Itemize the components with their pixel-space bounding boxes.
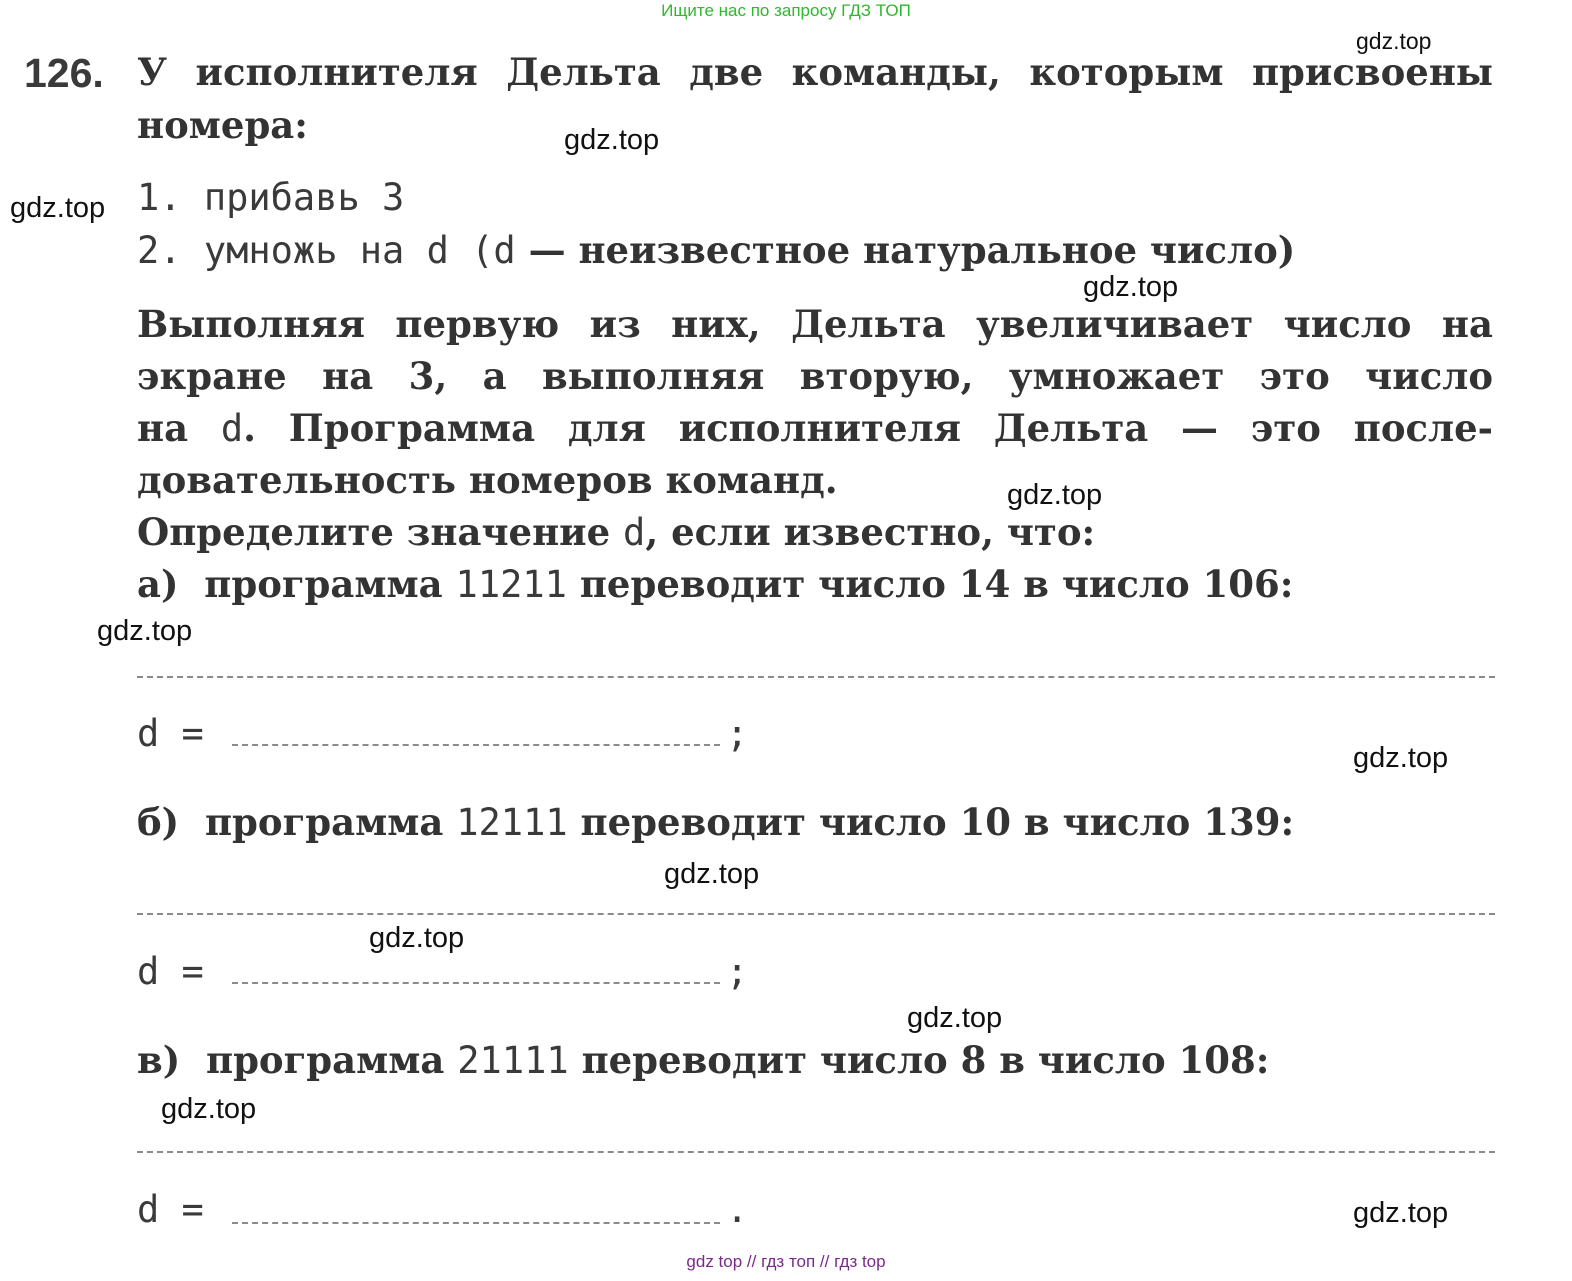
watermark: gdz.top (10, 192, 106, 224)
watermark: gdz.top (664, 858, 760, 890)
watermark: gdz.top (1353, 742, 1449, 774)
part-b-letter: б) (137, 800, 180, 844)
watermark: gdz.top (1083, 271, 1179, 303)
part-c-condition (137, 1038, 1269, 1082)
description-line-1: Выполняя первую из них, Дельта увеличивает число на (137, 302, 1493, 346)
part-a-text: переводит число 14 в число 106: (579, 562, 1294, 606)
watermark: gdz.top (97, 615, 193, 647)
description-line-3-start: на (137, 406, 221, 450)
command-2-description: — неизвестное натуральное число) (515, 228, 1296, 272)
part-c-answer-field[interactable] (232, 1222, 720, 1224)
part-c-letter: в) (137, 1038, 181, 1082)
part-b-text: переводит число 10 в число 139: (580, 800, 1295, 844)
part-c-working-line[interactable] (137, 1151, 1495, 1153)
part-c-answer-end: . (726, 1188, 749, 1231)
part-a-working-line[interactable] (137, 676, 1495, 678)
part-a-answer-end: ; (726, 712, 749, 755)
watermark: gdz.top (564, 124, 660, 156)
part-c-word: программа (205, 1038, 445, 1082)
command-2-prefix: 2. умножь на d (d (137, 229, 516, 272)
part-b-working-line[interactable] (137, 913, 1495, 915)
description-line-4: довательность номеров команд. (137, 458, 838, 502)
watermark: gdz.top (161, 1093, 257, 1125)
description-line-3 (137, 406, 1493, 450)
part-b-word: программа (204, 800, 444, 844)
part-b-answer-label: d = (137, 950, 204, 993)
part-c-answer-label: d = (137, 1188, 204, 1231)
part-a-answer-label: d = (137, 712, 204, 755)
description-line-2: экране на 3, а выполняя вторую, умножает это число (137, 354, 1493, 398)
task-intro-line-2: номера: (137, 103, 308, 147)
watermark: gdz.top (369, 922, 465, 954)
part-b-answer-field[interactable] (232, 982, 720, 984)
task-intro-line-1: У исполнителя Дельта две команды, которым присвоены (137, 50, 1493, 94)
description-line-3-end: . Программа для исполнителя Дельта — это после- (243, 406, 1494, 450)
part-a-word: программа (204, 562, 443, 606)
watermark: gdz.top (1356, 28, 1432, 54)
part-b-program: 12111 (456, 801, 568, 844)
part-a-condition (137, 562, 1293, 606)
part-c-text: переводит число 8 в число 108: (581, 1038, 1270, 1082)
variable-d: d (220, 407, 244, 450)
part-a-answer-field[interactable] (232, 744, 720, 746)
part-a-program: 11211 (455, 563, 567, 606)
question-line (137, 510, 1095, 554)
watermark: gdz.top (1007, 479, 1103, 511)
part-b-condition (137, 800, 1294, 844)
command-1: 1. прибавь 3 (137, 176, 405, 219)
part-c-program: 21111 (457, 1039, 569, 1082)
watermark: gdz.top (907, 1002, 1003, 1034)
bottom-footer-banner: gdz top // гдз топ // гдз top (686, 1252, 886, 1271)
part-a-letter: а) (137, 562, 179, 606)
command-2 (137, 228, 1295, 272)
question-start: Определите значение (137, 510, 624, 554)
task-number: 126. (24, 50, 104, 96)
part-b-answer-end: ; (726, 950, 749, 993)
question-end: , если известно, что: (645, 510, 1096, 554)
question-variable-d: d (623, 511, 646, 554)
top-search-banner: Ищите нас по запросу ГДЗ ТОП (661, 1, 911, 20)
watermark: gdz.top (1353, 1197, 1449, 1229)
